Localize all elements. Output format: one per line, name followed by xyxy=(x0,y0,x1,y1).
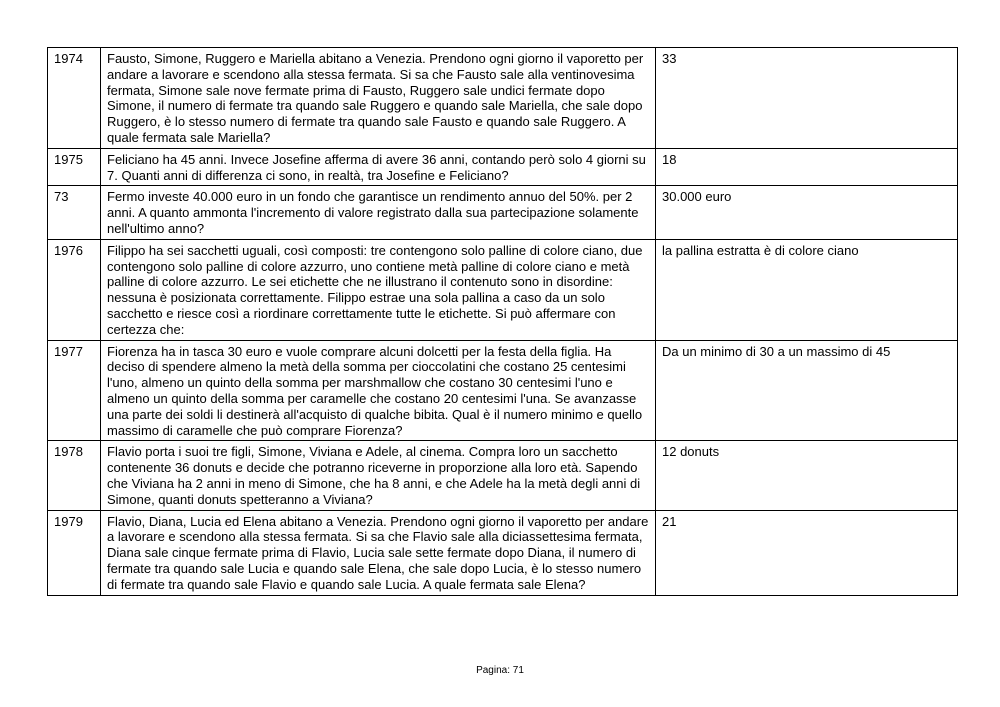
question-id-cell: 1974 xyxy=(48,48,101,149)
answer-cell: 30.000 euro xyxy=(656,186,958,239)
table-row xyxy=(48,48,958,149)
answer-cell: 33 xyxy=(656,48,958,149)
question-id-cell: 1975 xyxy=(48,148,101,186)
page-number: Pagina: 71 xyxy=(476,665,524,676)
answer-cell: Da un minimo di 30 a un massimo di 45 xyxy=(656,340,958,441)
answer-cell: 12 donuts xyxy=(656,441,958,510)
question-id-cell: 1976 xyxy=(48,239,101,340)
question-id-cell: 1977 xyxy=(48,340,101,441)
document-page xyxy=(47,47,957,596)
question-text-cell: Fausto, Simone, Ruggero e Mariella abitano a Venezia. Prendono ogni giorno il vaporetto per andare a lavorare e scendono alla stessa fermata. Si sa che Fausto sale alla ventinovesima fermata, Simone sale nove fermate prima di Fausto, Ruggero sale undici fermate dopo Simone, il numero di fermate tra quando sale Ruggero e quando sale Mariella, che sale dopo Ruggero, è lo stesso numero di fermate tra quando sale Fausto e quando sale Ruggero. A quale fermata sale Mariella? xyxy=(101,48,656,149)
question-text-cell: Feliciano ha 45 anni. Invece Josefine afferma di avere 36 anni, contando però solo 4 giorni su 7. Quanti anni di differenza ci sono, in realtà, tra Josefine e Feliciano? xyxy=(101,148,656,186)
table-row xyxy=(48,441,958,510)
question-text-cell: Filippo ha sei sacchetti uguali, così composti: tre contengono solo palline di colore ciano, due contengono solo palline di colore azzurro, uno contiene metà palline di colore ciano e metà palline di colore azzurro. Le sei etichette che ne illustrano il contenuto sono in disordine: nessuna è posizionata correttamente. Filippo estrae una sola pallina a caso da un solo sacchetto e riesce così a riordinare correttamente tutte le etichette. Si può affermare con certezza che: xyxy=(101,239,656,340)
question-id-cell: 73 xyxy=(48,186,101,239)
question-text-cell: Fiorenza ha in tasca 30 euro e vuole comprare alcuni dolcetti per la festa della figlia. Ha deciso di spendere almeno la metà della somma per cioccolatini che costano 25 centesimi l'uno, almeno un quinto della somma per marshmallow che costano 30 centesimi l'uno e almeno un quinto della somma per caramelle che costano 20 centesimi l'una. Se avanzasse una parte dei soldi li destinerà all'acquisto di qualche bibita. Qual è il numero minimo e quello massimo di caramelle che può comprare Fiorenza? xyxy=(101,340,656,441)
answer-cell: la pallina estratta è di colore ciano xyxy=(656,239,958,340)
table-row xyxy=(48,239,958,340)
answer-cell: 21 xyxy=(656,510,958,595)
table-row xyxy=(48,148,958,186)
table-row xyxy=(48,340,958,441)
questions-table xyxy=(47,47,958,596)
question-id-cell: 1979 xyxy=(48,510,101,595)
answer-cell: 18 xyxy=(656,148,958,186)
table-row xyxy=(48,186,958,239)
question-id-cell: 1978 xyxy=(48,441,101,510)
question-text-cell: Flavio porta i suoi tre figli, Simone, Viviana e Adele, al cinema. Compra loro un sacchetto contenente 36 donuts e decide che potranno riceverne in proporzione alla loro età. Sapendo che Viviana ha 2 anni in meno di Simone, che ha 8 anni, e che Adele ha la metà degli anni di Simone, quanti donuts spetteranno a Viviana? xyxy=(101,441,656,510)
question-text-cell: Fermo investe 40.000 euro in un fondo che garantisce un rendimento annuo del 50%. per 2 anni. A quanto ammonta l'incremento di valore registrato dalla sua partecipazione solamente nell'ultimo anno? xyxy=(101,186,656,239)
table-row xyxy=(48,510,958,595)
question-text-cell: Flavio, Diana, Lucia ed Elena abitano a Venezia. Prendono ogni giorno il vaporetto per andare a lavorare e scendono alla stessa fermata. Si sa che Flavio sale alla diciassettesima fermata, Diana sale cinque fermate prima di Flavio, Lucia sale sette fermate dopo Diana, il numero di fermate tra quando sale Lucia e quando sale Elena, che sale dopo Lucia, è lo stesso numero di fermate tra quando sale Flavio e quando sale Lucia. A quale fermata sale Elena? xyxy=(101,510,656,595)
